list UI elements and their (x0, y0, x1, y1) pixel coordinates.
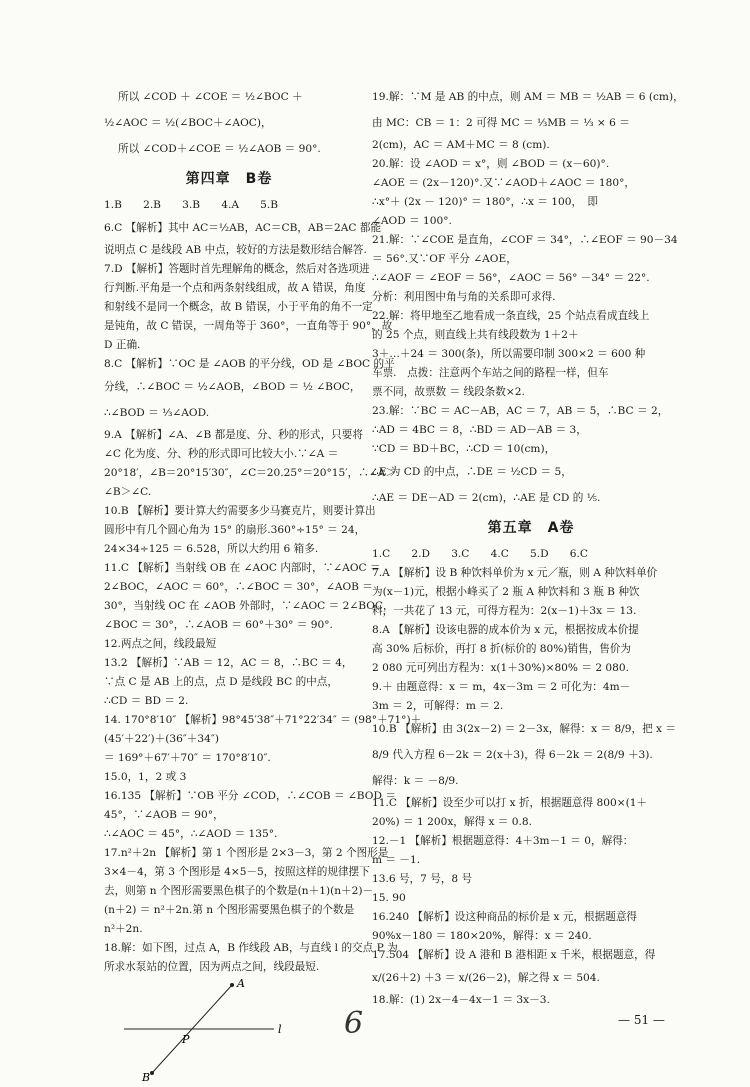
text-line: 7.A 【解析】设 B 种饮料单价为 x 元／瓶，则 A 种饮料单价 (372, 567, 658, 579)
page-number: — 51 — (618, 1013, 665, 1027)
text-line: 1.B 2.B 3.B 4.A 5.B (104, 199, 279, 211)
point-a (230, 983, 234, 987)
text-line: 24×34÷125 ＝ 6.528，所以大约用 6 箱多. (104, 543, 319, 555)
text-line: 20°18′，∠B＝20°15′30″，∠C＝20.25°＝20°15′，∴∠A＞ (104, 467, 396, 479)
text-line: 行判断.平角是一个点和两条射线组成，故 A 错误，角度 (104, 282, 366, 294)
chapter-title: 第四章 B卷 (185, 171, 273, 187)
text-line: 12.两点之间，线段最短 (104, 638, 217, 650)
text-line: x/(26＋2) ＋3 ＝ x/(26－2)，解之得 x ＝ 504. (372, 972, 600, 984)
text-line: 去，则第 n 个图形需要黑色棋子的个数是(n＋1)(n＋2)－ (104, 885, 374, 897)
text-line: 3＋…＋24 ＝ 300(条)，所以需要印制 300×2 ＝ 600 种 (372, 348, 646, 360)
handwritten-mark: 6 (344, 1006, 364, 1041)
text-line: 3m ＝ 2，可解得：m ＝ 2. (372, 700, 504, 712)
text-line: ∴CD ＝ BD ＝ 2. (104, 695, 189, 707)
label-a: A (237, 977, 245, 990)
text-line: ∠B＞∠C. (104, 486, 152, 498)
text-line: 由 MC：CB ＝ 1：2 可得 MC ＝ ⅓MB ＝ ⅓ × 6 ＝ (372, 117, 630, 129)
text-line: 9.＋ 由题意得：x ＝ m，4x－3m ＝ 2 可化为：4m－ (372, 681, 631, 693)
text-line: 11.C 【解析】当射线 OB 在 ∠AOC 内部时，∵∠AOC ＝ (104, 562, 381, 574)
text-line: 20%) ＝ 1 200x，解得 x ＝ 0.8. (372, 816, 532, 828)
text-line: 17.n²＋2n 【解析】第 1 个图形是 2×3－3，第 2 个图形是 (104, 847, 389, 859)
text-line: ∠BOC ＝ 30°，∴∠AOB ＝ 60°＋30° ＝ 90°. (104, 619, 333, 631)
chapter-title: 第五章 A卷 (487, 520, 575, 536)
text-line: (45′＋22′)＋(36″＋34″) (104, 733, 219, 745)
label-b: B (142, 1071, 151, 1084)
text-line: 90%x－180 ＝ 180×20%，解得：x ＝ 240. (372, 930, 592, 942)
geometry-diagram (104, 977, 354, 1087)
text-line: 说明点 C 是线段 AB 中点，较好的方法是数形结合解答. (104, 244, 367, 256)
text-line: 车票. 点拨：注意两个车站之间的路程一样，但车 (372, 367, 609, 379)
line-segment-diagram (114, 977, 294, 1087)
text-line: ∵点 C 是 AB 上的点，点 D 是线段 BC 的中点， (104, 676, 338, 688)
text-line: ∴AE ＝ DE－AD ＝ 2(cm)，∴AE 是 CD 的 ⅕. (372, 492, 601, 504)
text-line: 13.2 【解析】∵AB ＝ 12，AC ＝ 8，∴BC ＝ 4， (104, 657, 353, 669)
label-l: l (278, 1023, 282, 1036)
text-line: 21.解：∵∠COE 是直角，∠COF ＝ 34°，∴∠EOF ＝ 90－34 (372, 234, 678, 246)
text-line: 8.C 【解析】∵OC 是 ∠AOB 的平分线，OD 是 ∠BOC 的平 (104, 358, 395, 370)
text-line: 15.0，1，2 或 3 (104, 771, 187, 783)
text-line: 为(x－1)元，根据小峰买了 2 瓶 A 种饮料和 3 瓶 B 种饮 (372, 586, 640, 598)
text-line: 14. 170°8′10″ 【解析】98°45′38″＋71°22′34″ ＝ (98°＋71°)＋ (104, 714, 422, 726)
text-line: 高 30% 后标价，再打 8 折(标价的 80%)销售，售价为 (372, 643, 632, 655)
text-line: 8/9 代入方程 6－2k ＝ 2(x＋3)，得 6－2k ＝ 2(8/9 ＋3). (372, 749, 653, 761)
text-line: 料，一共花了 13 元，可得方程为：2(x－1)＋3x ＝ 13. (372, 605, 637, 617)
text-line: ∴x°＋ (2x － 120)° ＝ 180°，∴x ＝ 100， 即 (372, 196, 598, 208)
text-line: 3×4－4，第 3 个图形是 4×5－5，按照这样的规律摆下 (104, 866, 370, 878)
text-line: 圆形中有几个圆心角为 15° 的扇形.360°÷15° ＝ 24， (104, 524, 366, 536)
text-line: 20.解：设 ∠AOD ＝ x°，则 ∠BOD ＝ (x－60)°. (372, 158, 610, 170)
text-line: m ＝ －1. (372, 854, 421, 866)
text-line: ∵CD ＝ BD＋BC，∴CD ＝ 10(cm)， (372, 443, 556, 455)
text-line: 30°，当射线 OC 在 ∠AOB 外部时，∵∠AOC ＝ 2∠BOC， (104, 600, 394, 612)
text-line: 票不同，故票数 ＝ 线段条数×2. (372, 386, 525, 398)
text-line: 15. 90 (372, 892, 406, 904)
text-line: 45°，∵∠AOB ＝ 90°， (104, 809, 224, 821)
point-b (150, 1071, 154, 1075)
text-line: 11.C 【解析】设至少可以打 x 折，根据题意得 800×(1＋ (372, 797, 648, 809)
text-line: 9.A 【解析】∠A、∠B 都是度、分、秒的形式，只要将 (104, 429, 363, 441)
text-line: ∠C 化为度、分、秒的形式即可比较大小.∵∠A ＝ (104, 448, 339, 460)
text-line: 13.6 号，7 号，8 号 (372, 873, 473, 885)
text-line: 8.A 【解析】设该电器的成本价为 x 元，根据按成本价提 (372, 624, 639, 636)
text-line: ∴E 为 CD 的中点，∴DE ＝ ½CD ＝ 5， (372, 466, 572, 478)
label-p: P (182, 1033, 190, 1046)
answer-list (372, 84, 690, 511)
text-line: 12.－1 【解析】根据题意得：4＋3m－1 ＝ 0，解得： (372, 835, 634, 847)
text-line: 分析：利用图中角与角的关系即可求得. (372, 291, 556, 303)
text-line: 10.B 【解析】由 3(2x－2) ＝ 2－3x，解得：x ＝ 8/9，把 x ＝ (372, 723, 676, 735)
text-line: 6.C 【解析】其中 AC＝½AB，AC＝CB，AB＝2AC 都能 (104, 222, 382, 234)
text-line: 2(cm)，AC ＝ AM＋MC ＝ 8 (cm). (372, 139, 550, 151)
text-line: ∠AOD ＝ 100°. (372, 215, 452, 227)
text-line: 分线，∴∠BOC ＝ ½∠AOB，∠BOD ＝ ½ ∠BOC， (104, 381, 361, 393)
text-line: 7.D 【解析】答题时首先理解角的概念，然后对各选项进 (104, 263, 370, 275)
text-line: (n＋2) ＝ n²＋2n.第 n 个图形需要黑色棋子的个数是 (104, 904, 355, 916)
text-line: 16.135 【解析】∵OB 平分 ∠COD，∴∠COB ＝ ∠BOD ＝ (104, 790, 396, 802)
text-line: 1.C 2.D 3.C 4.C 5.D 6.C (372, 548, 588, 560)
text-line: ＝ 56°.又∵OF 平分 ∠AOE， (372, 253, 517, 265)
text-line: 2 080 元可列出方程为：x(1＋30%)×80% ＝ 2 080. (372, 662, 630, 674)
text-line: 所求水泵站的位置，因为两点之间，线段最短. (104, 961, 320, 973)
text-line: 解得：k ＝ －8/9. (372, 775, 459, 787)
text-line: ∴∠AOC ＝ 45°，∴∠AOD ＝ 135°. (104, 828, 278, 840)
text-line: 和射线不是同一个概念，故 B 错误，小于平角的角不一定 (104, 301, 373, 313)
text-line: D 正确. (104, 339, 141, 351)
text-line: 22.解：将甲地至乙地看成一条直线，25 个站点看成直线上 (372, 310, 650, 322)
answer-list (372, 545, 690, 1010)
text-line: 10.B 【解析】要计算大约需要多少马赛克片，则要计算出 (104, 505, 376, 517)
text-line: 16.240 【解析】设这种商品的标价是 x 元，根据题意得 (372, 911, 638, 923)
text-line: 18.解：如下图，过点 A，B 作线段 AB，与直线 l 的交点 P 为 (104, 942, 398, 954)
text-line: 23.解：∵BC ＝ AC－AB，AC ＝ 7，AB ＝ 5，∴BC ＝ 2， (372, 405, 669, 417)
text-line: 19.解：∵M 是 AB 的中点，则 AM ＝ MB ＝ ½AB ＝ 6 (cm)， (372, 91, 684, 103)
text-line: 所以 ∠COD ＋ ∠COE ＝ ½∠BOC ＋ (118, 91, 303, 103)
text-line: ＝ 169°＋67′＋70″ ＝ 170°8′10″. (104, 752, 271, 764)
right-column (372, 84, 690, 1010)
text-line: 所以 ∠COD＋∠COE ＝ ½∠AOB ＝ 90°. (118, 143, 321, 155)
text-line: ∴AD ＝ 4BC ＝ 8，∴BD ＝ AD－AB ＝ 3， (372, 424, 587, 436)
text-line: 是钝角，故 C 错误，一周角等于 360°，一直角等于 90°，故 (104, 320, 393, 332)
text-line: n²＋2n. (104, 923, 143, 935)
text-line: 18.解：(1) 2x－4－4x－1 ＝ 3x－3. (372, 994, 550, 1006)
text-line: ∠AOE ＝ (2x－120)°.又∵∠AOD＋∠AOC ＝ 180°， (372, 177, 635, 189)
text-line: ∴∠BOD ＝ ⅓∠AOD. (104, 407, 210, 419)
text-line: 17.504 【解析】设 A 港和 B 港相距 x 千米，根据题意，得 (372, 949, 656, 961)
text-line: ½∠AOC ＝ ½(∠BOC＋∠AOC)， (104, 117, 272, 129)
text-line: ∴∠AOF ＝ ∠EOF ＝ 56°，∠AOC ＝ 56° －34° ＝ 22°. (372, 272, 650, 284)
text-line: 的 25 个点，则直线上共有线段数为 1＋2＋ (372, 329, 579, 341)
text-line: 2∠BOC，∠AOC ＝ 60°，∴∠BOC ＝ 30°，∠AOB ＝ (104, 581, 373, 593)
